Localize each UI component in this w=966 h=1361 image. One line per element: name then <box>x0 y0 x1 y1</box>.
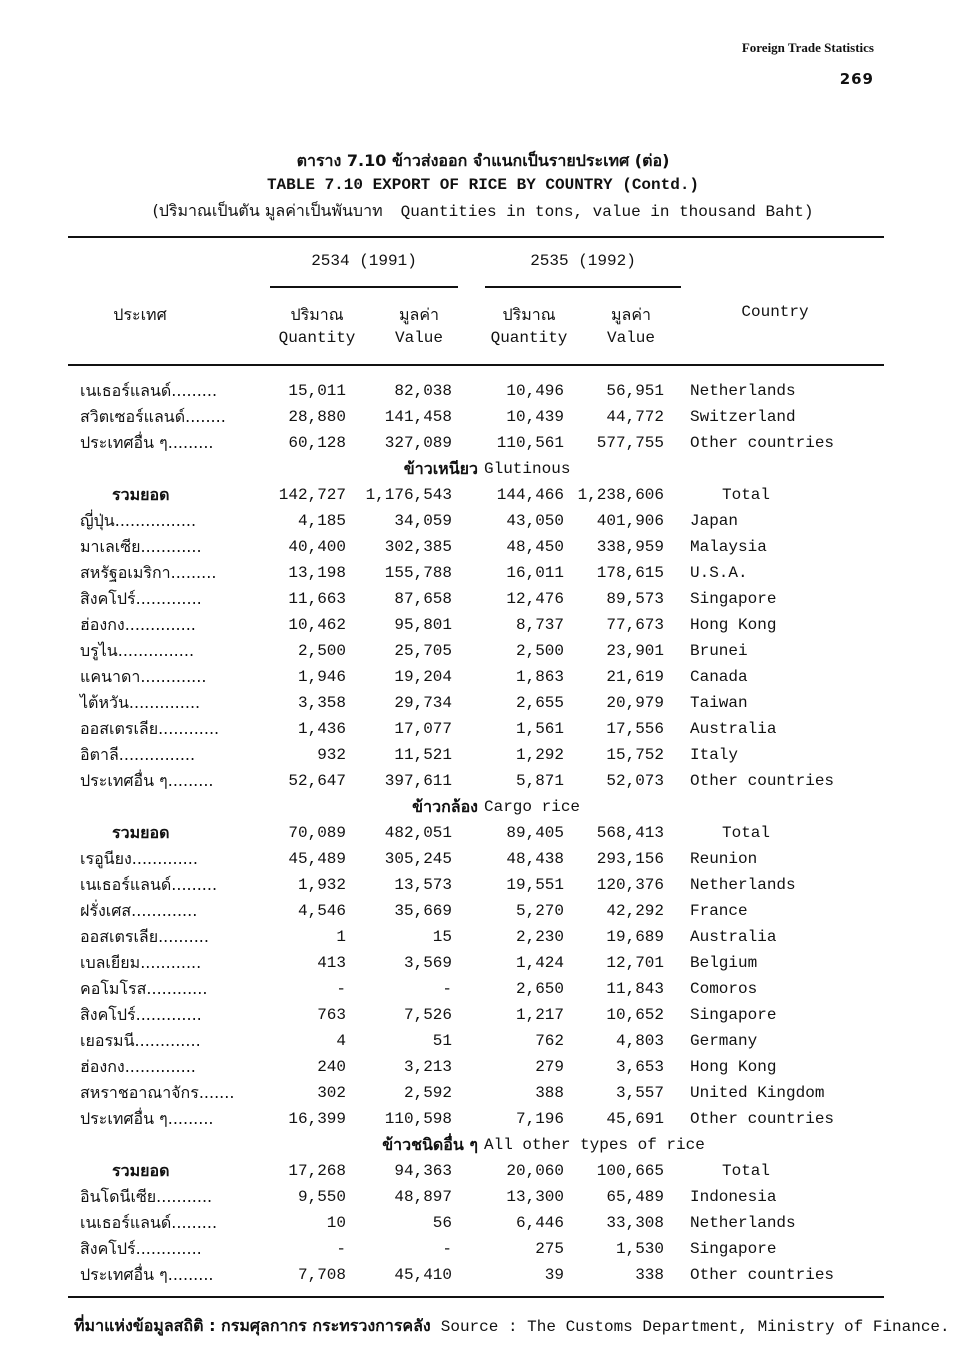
quantity-1991: 413 <box>317 954 346 972</box>
table-row <box>0 1262 966 1288</box>
table-row <box>0 560 966 586</box>
value-1991: 1,176,543 <box>365 486 452 504</box>
quantity-1992: 7,196 <box>515 1110 564 1128</box>
value-1991: 51 <box>432 1032 452 1050</box>
value-1991: 35,669 <box>394 902 452 920</box>
country-thai: มาเลเซีย............ <box>80 537 202 556</box>
value-1991: 48,897 <box>394 1188 452 1206</box>
quantity-1992: 8,737 <box>515 616 564 634</box>
quantity-1992: 12,476 <box>506 590 564 608</box>
country-english: Singapore <box>690 590 777 608</box>
table-row <box>0 1236 966 1262</box>
quantity-1992: 13,300 <box>506 1188 564 1206</box>
table-header-rule <box>68 364 884 366</box>
country-english: Singapore <box>690 1240 777 1258</box>
value-1992: 10,652 <box>606 1006 664 1024</box>
value-1991: 94,363 <box>394 1162 452 1180</box>
country-english: Australia <box>690 928 777 946</box>
quantity-1992: 1,561 <box>515 720 564 738</box>
table-units <box>0 198 966 223</box>
quantity-1991: 3,358 <box>297 694 346 712</box>
value-1992: 100,665 <box>596 1162 664 1180</box>
quantity-1991: 16,399 <box>288 1110 346 1128</box>
value-1991: 82,038 <box>394 382 452 400</box>
country-english: United Kingdom <box>690 1084 825 1102</box>
table-row <box>0 430 966 456</box>
country-thai: สวิตเซอร์แลนด์........ <box>80 407 226 426</box>
units-thai: (ปริมาณเป็นตัน มูลค่าเป็นพันบาท <box>152 201 383 220</box>
table-row <box>0 898 966 924</box>
table-row <box>0 612 966 638</box>
country-english: Other countries <box>690 1266 835 1284</box>
country-thai: ประเทศอื่น ๆ......... <box>80 433 214 452</box>
value-1992: 52,073 <box>606 772 664 790</box>
country-english: Hong Kong <box>690 616 777 634</box>
quantity-1991: 17,268 <box>288 1162 346 1180</box>
quantity-1991: 4,546 <box>297 902 346 920</box>
source-note <box>74 1314 950 1339</box>
country-thai: อินโดนีเซีย........... <box>80 1187 213 1206</box>
value-1992: 120,376 <box>596 876 664 894</box>
table-row <box>0 1028 966 1054</box>
section-label-thai: ข้าวเหนียว <box>403 459 478 478</box>
table-row <box>0 534 966 560</box>
country-thai: ฮ่องกง.............. <box>80 1057 196 1076</box>
country-thai: เนเธอร์แลนด์......... <box>80 381 218 400</box>
value-1992: 33,308 <box>606 1214 664 1232</box>
value-1991: 327,089 <box>384 434 452 452</box>
value-1992: 21,619 <box>606 668 664 686</box>
country-english: Comoros <box>690 980 758 998</box>
table-row <box>0 1184 966 1210</box>
quantity-1992: 1,292 <box>515 746 564 764</box>
country-english: Total <box>722 824 771 842</box>
year2-underline <box>485 286 681 288</box>
country-thai: รวมยอด <box>112 823 170 842</box>
quantity-1992: 43,050 <box>506 512 564 530</box>
country-thai: ออสเตรเลีย............ <box>80 719 220 738</box>
country-english: Taiwan <box>690 694 748 712</box>
country-thai: ประเทศอื่น ๆ......... <box>80 1109 214 1128</box>
country-thai: เรอูนียง............. <box>80 849 198 868</box>
country-thai: บรูไน............... <box>80 641 195 660</box>
table-bottom-rule <box>68 1296 884 1298</box>
value-1992: 12,701 <box>606 954 664 972</box>
country-thai-header: ประเทศ <box>113 305 167 324</box>
quantity-1991: 45,489 <box>288 850 346 868</box>
country-english: Netherlands <box>690 876 796 894</box>
quantity-1991: - <box>336 980 346 998</box>
value-1992: 1,530 <box>615 1240 664 1258</box>
value-1991: 305,245 <box>384 850 452 868</box>
country-english: Brunei <box>690 642 748 660</box>
value-1992: 19,689 <box>606 928 664 946</box>
table-top-rule <box>68 236 884 238</box>
value-1992: 401,906 <box>596 512 664 530</box>
quantity-1992: 2,650 <box>515 980 564 998</box>
source-thai: ที่มาแห่งข้อมูลสถิติ : กรมศุลกากร กระทรวงการคลัง <box>74 1316 431 1335</box>
table-row <box>0 1210 966 1236</box>
value-1992: 15,752 <box>606 746 664 764</box>
total-row <box>0 482 966 508</box>
country-thai: ประเทศอื่น ๆ......... <box>80 1265 214 1284</box>
country-english: Reunion <box>690 850 758 868</box>
quantity-thai-header-1991: ปริมาณ <box>290 305 344 324</box>
section-row <box>0 794 966 820</box>
quantity-1992: 20,060 <box>506 1162 564 1180</box>
quantity-1991: 302 <box>317 1084 346 1102</box>
value-1991: 7,526 <box>403 1006 452 1024</box>
value-1991: 95,801 <box>394 616 452 634</box>
quantity-1992: 10,496 <box>506 382 564 400</box>
country-thai: สิงคโปร์............. <box>80 589 202 608</box>
country-english: Other countries <box>690 434 835 452</box>
country-thai: ออสเตรเลีย.......... <box>80 927 209 946</box>
country-thai: ไต้หวัน.............. <box>80 693 201 712</box>
table-row <box>0 586 966 612</box>
quantity-1991: 52,647 <box>288 772 346 790</box>
quantity-1992: 10,439 <box>506 408 564 426</box>
value-1991: 19,204 <box>394 668 452 686</box>
country-english: Australia <box>690 720 777 738</box>
value-1992: 45,691 <box>606 1110 664 1128</box>
value-1991: 56 <box>432 1214 452 1232</box>
quantity-thai-header-1992: ปริมาณ <box>502 305 556 324</box>
value-1992: 577,755 <box>596 434 664 452</box>
country-english: U.S.A. <box>690 564 748 582</box>
table-row <box>0 690 966 716</box>
year1-underline <box>270 286 458 288</box>
section-label-thai: ข้าวชนิดอื่น ๆ <box>382 1135 478 1154</box>
quantity-1992: 1,424 <box>515 954 564 972</box>
quantity-english-header-1991: Quantity <box>278 329 356 347</box>
country-thai: แคนาดา............. <box>80 667 207 686</box>
value-1991: 3,213 <box>403 1058 452 1076</box>
quantity-1991: 15,011 <box>288 382 346 400</box>
country-english: Belgium <box>690 954 758 972</box>
value-1992: 3,557 <box>615 1084 664 1102</box>
value-1992: 293,156 <box>596 850 664 868</box>
value-1991: 45,410 <box>394 1266 452 1284</box>
country-thai: ญี่ปุ่น................ <box>80 511 197 530</box>
country-english: Switzerland <box>690 408 796 426</box>
country-english: Italy <box>690 746 739 764</box>
value-1991: 302,385 <box>384 538 452 556</box>
country-english: Indonesia <box>690 1188 777 1206</box>
table-row <box>0 404 966 430</box>
country-thai: รวมยอด <box>112 1161 170 1180</box>
quantity-1991: 932 <box>317 746 346 764</box>
quantity-1991: 763 <box>317 1006 346 1024</box>
table-row <box>0 638 966 664</box>
country-english-header: Country <box>741 303 809 321</box>
country-thai: เนเธอร์แลนด์......... <box>80 1213 218 1232</box>
quantity-1992: 762 <box>535 1032 564 1050</box>
country-english: Total <box>722 486 771 504</box>
quantity-1991: 1,932 <box>297 876 346 894</box>
value-1991: 110,598 <box>384 1110 452 1128</box>
value-1992: 4,803 <box>615 1032 664 1050</box>
country-english: France <box>690 902 748 920</box>
value-1992: 65,489 <box>606 1188 664 1206</box>
quantity-1992: 2,230 <box>515 928 564 946</box>
quantity-1992: 388 <box>535 1084 564 1102</box>
quantity-1991: 4,185 <box>297 512 346 530</box>
table-title-block <box>0 148 966 223</box>
quantity-1991: 70,089 <box>288 824 346 842</box>
quantity-1991: - <box>336 1240 346 1258</box>
quantity-1991: 10 <box>326 1214 346 1232</box>
section-label-english: Cargo rice <box>484 798 581 816</box>
quantity-1991: 1,946 <box>297 668 346 686</box>
quantity-1992: 39 <box>544 1266 564 1284</box>
value-1991: 29,734 <box>394 694 452 712</box>
value-1992: 1,238,606 <box>577 486 664 504</box>
value-english-header-1991: Value <box>394 329 443 347</box>
table-row <box>0 1080 966 1106</box>
country-english: Total <box>722 1162 771 1180</box>
quantity-1992: 2,655 <box>515 694 564 712</box>
country-english: Germany <box>690 1032 758 1050</box>
value-1992: 89,573 <box>606 590 664 608</box>
value-1992: 3,653 <box>615 1058 664 1076</box>
quantity-1991: 9,550 <box>297 1188 346 1206</box>
table-row <box>0 508 966 534</box>
value-1991: 15 <box>432 928 452 946</box>
quantity-1991: 1 <box>336 928 346 946</box>
quantity-1991: 60,128 <box>288 434 346 452</box>
country-english: Netherlands <box>690 382 796 400</box>
quantity-1991: 28,880 <box>288 408 346 426</box>
country-thai: ฝรั่งเศส............. <box>80 901 198 920</box>
quantity-1991: 240 <box>317 1058 346 1076</box>
value-1991: 11,521 <box>394 746 452 764</box>
value-1992: 11,843 <box>606 980 664 998</box>
quantity-1991: 4 <box>336 1032 346 1050</box>
table-row <box>0 924 966 950</box>
table-row <box>0 846 966 872</box>
quantity-1991: 10,462 <box>288 616 346 634</box>
quantity-1992: 48,450 <box>506 538 564 556</box>
value-1991: - <box>442 1240 452 1258</box>
value-1992: 56,951 <box>606 382 664 400</box>
quantity-1992: 5,871 <box>515 772 564 790</box>
table-title-thai: ตาราง 7.10 ข้าวส่งออก จำแนกเป็นรายประเทศ (ต่อ) <box>296 151 670 170</box>
country-english: Malaysia <box>690 538 767 556</box>
country-thai: คอโมโรส............ <box>80 979 208 998</box>
quantity-1991: 1,436 <box>297 720 346 738</box>
source-english: Source : The Customs Department, Ministry of Finance. <box>440 1318 950 1336</box>
quantity-1992: 275 <box>535 1240 564 1258</box>
value-1991: 87,658 <box>394 590 452 608</box>
running-head: Foreign Trade Statistics <box>741 40 874 55</box>
quantity-1992: 110,561 <box>496 434 564 452</box>
section-label-english: All other types of rice <box>484 1136 705 1154</box>
country-thai: เนเธอร์แลนด์......... <box>80 875 218 894</box>
value-1991: 2,592 <box>403 1084 452 1102</box>
value-thai-header-1992: มูลค่า <box>610 305 652 324</box>
year1-header: 2534 (1991) <box>311 252 417 270</box>
value-1992: 44,772 <box>606 408 664 426</box>
country-thai: รวมยอด <box>112 485 170 504</box>
value-1992: 17,556 <box>606 720 664 738</box>
section-label-english: Glutinous <box>484 460 571 478</box>
total-row <box>0 820 966 846</box>
country-thai: ประเทศอื่น ๆ......... <box>80 771 214 790</box>
country-english: Netherlands <box>690 1214 796 1232</box>
value-english-header-1992: Value <box>606 329 655 347</box>
country-thai: เยอรมนี............. <box>80 1031 201 1050</box>
quantity-1992: 279 <box>535 1058 564 1076</box>
quantity-1992: 16,011 <box>506 564 564 582</box>
table-row <box>0 378 966 404</box>
quantity-1991: 142,727 <box>278 486 346 504</box>
country-thai: ฮ่องกง.............. <box>80 615 196 634</box>
section-row <box>0 1132 966 1158</box>
table-row <box>0 872 966 898</box>
value-1992: 338 <box>635 1266 664 1284</box>
country-english: Singapore <box>690 1006 777 1024</box>
quantity-1992: 1,217 <box>515 1006 564 1024</box>
quantity-1992: 5,270 <box>515 902 564 920</box>
quantity-1991: 40,400 <box>288 538 346 556</box>
table-row <box>0 1106 966 1132</box>
quantity-1991: 2,500 <box>297 642 346 660</box>
value-1991: 482,051 <box>384 824 452 842</box>
units-english: Quantities in tons, value in thousand Baht) <box>400 203 814 221</box>
country-english: Other countries <box>690 772 835 790</box>
country-thai: อิตาลี............... <box>80 745 196 764</box>
country-english: Hong Kong <box>690 1058 777 1076</box>
country-english: Canada <box>690 668 748 686</box>
table-row <box>0 742 966 768</box>
country-thai: สหราชอาณาจักร....... <box>80 1083 235 1102</box>
total-row <box>0 1158 966 1184</box>
quantity-english-header-1992: Quantity <box>490 329 568 347</box>
value-1992: 178,615 <box>596 564 664 582</box>
value-1992: 20,979 <box>606 694 664 712</box>
value-1991: 25,705 <box>394 642 452 660</box>
value-1991: - <box>442 980 452 998</box>
value-1991: 141,458 <box>384 408 452 426</box>
value-thai-header-1991: มูลค่า <box>398 305 440 324</box>
value-1992: 77,673 <box>606 616 664 634</box>
quantity-1992: 6,446 <box>515 1214 564 1232</box>
quantity-1992: 2,500 <box>515 642 564 660</box>
page-number: 269 <box>839 70 874 88</box>
country-thai: สิงคโปร์............. <box>80 1005 202 1024</box>
value-1991: 17,077 <box>394 720 452 738</box>
section-label-thai: ข้าวกล้อง <box>412 797 478 816</box>
value-1992: 338,959 <box>596 538 664 556</box>
table-row <box>0 768 966 794</box>
quantity-1992: 1,863 <box>515 668 564 686</box>
country-english: Other countries <box>690 1110 835 1128</box>
quantity-1991: 13,198 <box>288 564 346 582</box>
country-english: Japan <box>690 512 739 530</box>
table-row <box>0 976 966 1002</box>
quantity-1992: 144,466 <box>496 486 564 504</box>
country-thai: เบลเยียม............ <box>80 953 202 972</box>
country-thai: สหรัฐอเมริกา......... <box>80 563 217 582</box>
section-row <box>0 456 966 482</box>
table-row <box>0 716 966 742</box>
country-thai: สิงคโปร์............. <box>80 1239 202 1258</box>
quantity-1991: 7,708 <box>297 1266 346 1284</box>
value-1991: 397,611 <box>384 772 452 790</box>
value-1991: 34,059 <box>394 512 452 530</box>
value-1992: 23,901 <box>606 642 664 660</box>
value-1991: 13,573 <box>394 876 452 894</box>
table-row <box>0 950 966 976</box>
page-header <box>742 40 874 88</box>
table-row <box>0 1054 966 1080</box>
value-1991: 155,788 <box>384 564 452 582</box>
quantity-1991: 11,663 <box>288 590 346 608</box>
table-row <box>0 664 966 690</box>
value-1991: 3,569 <box>403 954 452 972</box>
quantity-1992: 89,405 <box>506 824 564 842</box>
quantity-1992: 48,438 <box>506 850 564 868</box>
value-1992: 568,413 <box>596 824 664 842</box>
table-title-english: TABLE 7.10 EXPORT OF RICE BY COUNTRY (Contd.) <box>266 176 700 194</box>
year2-header: 2535 (1992) <box>530 252 636 270</box>
value-1992: 42,292 <box>606 902 664 920</box>
quantity-1992: 19,551 <box>506 876 564 894</box>
table-row <box>0 1002 966 1028</box>
